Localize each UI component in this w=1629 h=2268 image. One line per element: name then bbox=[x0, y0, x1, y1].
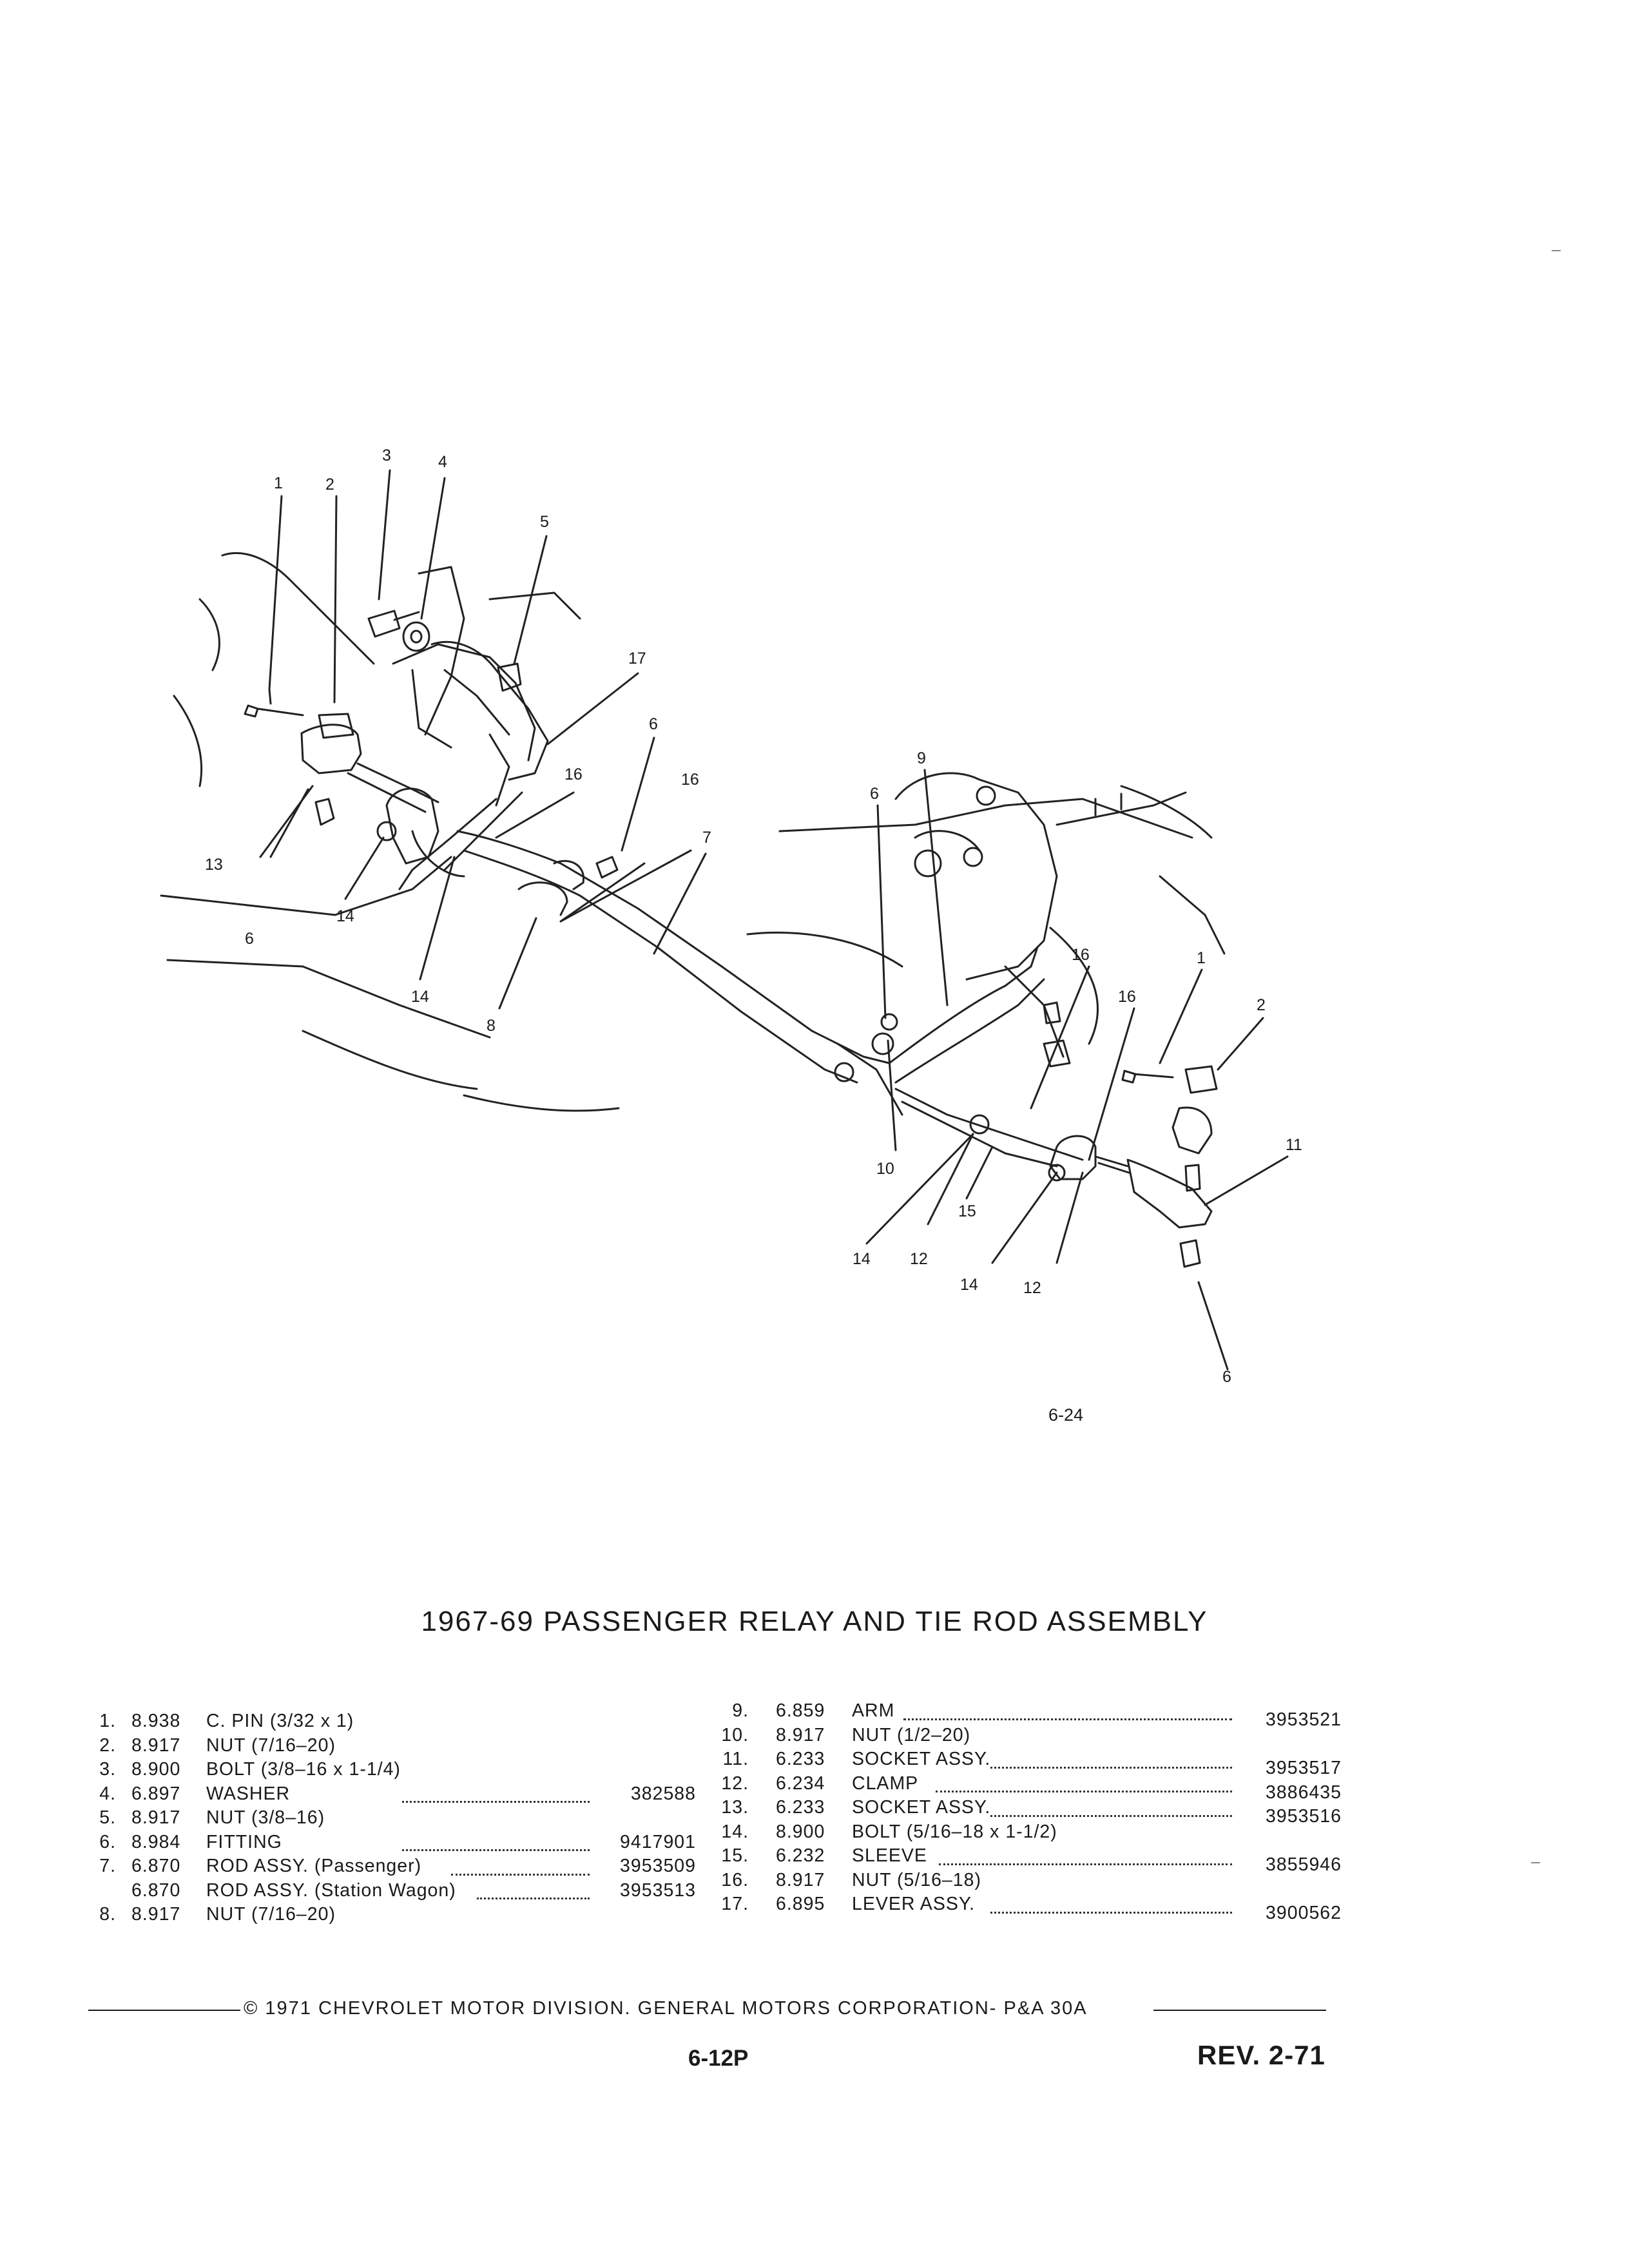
group-code: 8.984 bbox=[131, 1831, 181, 1852]
part-description: NUT (7/16–20) bbox=[206, 1735, 336, 1756]
group-code: 6.895 bbox=[776, 1894, 825, 1914]
leader-dots bbox=[939, 1839, 1232, 1865]
item-number: 12. bbox=[721, 1773, 749, 1794]
part-description: LEVER ASSY. bbox=[852, 1894, 976, 1914]
parts-row bbox=[90, 1806, 696, 1831]
parts-row bbox=[90, 1831, 696, 1855]
group-code: 8.917 bbox=[131, 1735, 181, 1756]
footer-rule-right bbox=[1153, 2010, 1326, 2011]
leader-dots bbox=[990, 1791, 1232, 1817]
part-description: NUT (7/16–20) bbox=[206, 1904, 336, 1925]
callout-16: 16 bbox=[681, 771, 699, 789]
group-code: 8.917 bbox=[776, 1724, 825, 1745]
callout-4: 4 bbox=[438, 453, 447, 471]
item-number: 7. bbox=[99, 1856, 116, 1876]
item-number: 1. bbox=[99, 1711, 116, 1731]
callout-13: 13 bbox=[205, 856, 223, 874]
callout-2: 2 bbox=[325, 476, 334, 494]
part-description: FITTING bbox=[206, 1831, 282, 1852]
group-code: 6.234 bbox=[776, 1773, 825, 1794]
part-description: CLAMP bbox=[852, 1773, 919, 1794]
item-number: 9. bbox=[732, 1700, 749, 1721]
item-number: 14. bbox=[721, 1821, 749, 1842]
part-description: ARM bbox=[852, 1700, 895, 1721]
group-code: 8.938 bbox=[131, 1711, 181, 1731]
parts-list-right bbox=[717, 1699, 1342, 1923]
callout-6: 6 bbox=[649, 715, 658, 733]
part-description: SOCKET ASSY. bbox=[852, 1797, 991, 1818]
item-number: 11. bbox=[722, 1749, 749, 1769]
parts-row bbox=[90, 1734, 696, 1758]
part-number: 3855946 bbox=[1266, 1854, 1342, 1875]
item-number: 15. bbox=[721, 1845, 749, 1866]
leader-dots bbox=[990, 1887, 1232, 1914]
group-code: 8.917 bbox=[776, 1869, 825, 1890]
item-number: 5. bbox=[99, 1807, 116, 1828]
callout-15: 15 bbox=[958, 1202, 976, 1220]
item-number: 2. bbox=[99, 1735, 116, 1756]
parts-row bbox=[90, 1879, 696, 1903]
callout-12: 12 bbox=[1023, 1279, 1041, 1297]
parts-row bbox=[90, 1903, 696, 1927]
revision-label: REV. 2-71 bbox=[1197, 2040, 1325, 2070]
part-description: ROD ASSY. (Station Wagon) bbox=[206, 1879, 456, 1901]
part-description: SOCKET ASSY. bbox=[852, 1749, 991, 1769]
group-code: 8.917 bbox=[131, 1807, 181, 1828]
edge-mark bbox=[1552, 250, 1561, 251]
callout-5: 5 bbox=[540, 513, 549, 531]
part-description: NUT (5/16–18) bbox=[852, 1869, 981, 1890]
part-number: 3953509 bbox=[620, 1856, 696, 1876]
callout-10: 10 bbox=[876, 1160, 894, 1178]
callout-16: 16 bbox=[564, 765, 583, 783]
parts-row bbox=[90, 1854, 696, 1879]
callout-1: 1 bbox=[1197, 949, 1206, 967]
leader-dots bbox=[477, 1874, 590, 1900]
callout-labels bbox=[205, 447, 1302, 1425]
group-code: 8.917 bbox=[131, 1904, 181, 1925]
group-code: 6.870 bbox=[131, 1856, 181, 1876]
callout-14: 14 bbox=[336, 907, 354, 925]
callout-6: 6 bbox=[245, 930, 254, 948]
item-number: 6. bbox=[99, 1831, 116, 1852]
part-description: WASHER bbox=[206, 1783, 291, 1804]
item-number: 4. bbox=[99, 1783, 116, 1804]
item-number: 3. bbox=[99, 1759, 116, 1780]
item-number: 13. bbox=[721, 1797, 749, 1818]
callout-14: 14 bbox=[853, 1250, 871, 1268]
callout-7: 7 bbox=[702, 829, 711, 847]
parts-row bbox=[717, 1699, 1342, 1730]
group-code: 6.859 bbox=[776, 1700, 825, 1721]
parts-row bbox=[717, 1892, 1342, 1923]
callout-14: 14 bbox=[960, 1276, 978, 1294]
leader-dots bbox=[990, 1742, 1232, 1769]
part-number: 3886435 bbox=[1266, 1782, 1342, 1803]
group-code: 6.233 bbox=[776, 1797, 825, 1818]
callout-6: 6 bbox=[1222, 1368, 1231, 1386]
part-description: NUT (1/2–20) bbox=[852, 1724, 971, 1745]
item-number: 17. bbox=[721, 1894, 749, 1914]
callout-16: 16 bbox=[1118, 988, 1136, 1006]
leader-dots bbox=[402, 1777, 590, 1803]
callout-8: 8 bbox=[487, 1017, 496, 1035]
item-number: 8. bbox=[99, 1904, 116, 1925]
item-number: 16. bbox=[721, 1869, 749, 1890]
callout-16: 16 bbox=[1072, 946, 1090, 964]
group-code: 6.232 bbox=[776, 1845, 825, 1866]
callout-11: 11 bbox=[1286, 1136, 1302, 1154]
figure-number: 6-24 bbox=[1048, 1405, 1084, 1425]
callout-2: 2 bbox=[1257, 996, 1266, 1014]
group-code: 6.897 bbox=[131, 1783, 181, 1804]
footer-rule-left bbox=[88, 2010, 240, 2011]
part-number: 9417901 bbox=[620, 1831, 696, 1852]
callout-3: 3 bbox=[382, 447, 391, 465]
callout-14: 14 bbox=[411, 988, 429, 1006]
part-number: 3900562 bbox=[1266, 1903, 1342, 1923]
callout-17: 17 bbox=[628, 649, 646, 668]
callout-6: 6 bbox=[870, 785, 879, 803]
parts-row bbox=[717, 1844, 1342, 1875]
copyright-line: © 1971 CHEVROLET MOTOR DIVISION. GENERAL MOTORS CORPORATION- P&A 30A bbox=[244, 1998, 1088, 2019]
parts-row bbox=[90, 1758, 696, 1782]
part-description: SLEEVE bbox=[852, 1845, 927, 1866]
part-description: C. PIN (3/32 x 1) bbox=[206, 1711, 354, 1731]
parts-row bbox=[717, 1796, 1342, 1827]
group-code: 6.233 bbox=[776, 1749, 825, 1769]
page-title: 1967-69 PASSENGER RELAY AND TIE ROD ASSEMBLY bbox=[421, 1606, 1208, 1637]
parts-row bbox=[90, 1709, 696, 1734]
parts-row bbox=[90, 1782, 696, 1807]
group-code: 6.870 bbox=[131, 1879, 181, 1901]
group-code: 8.900 bbox=[131, 1759, 181, 1780]
leader-dots bbox=[451, 1849, 590, 1876]
callout-9: 9 bbox=[917, 749, 926, 767]
group-code: 8.900 bbox=[776, 1821, 825, 1842]
part-number: 3953516 bbox=[1266, 1806, 1342, 1827]
leader-dots bbox=[903, 1694, 1232, 1720]
callout-12: 12 bbox=[910, 1250, 928, 1268]
part-description: ROD ASSY. (Passenger) bbox=[206, 1856, 422, 1876]
leader-dots bbox=[402, 1825, 590, 1852]
part-number: 382588 bbox=[630, 1783, 696, 1804]
leader-dots bbox=[936, 1767, 1232, 1793]
edge-mark bbox=[1531, 1862, 1540, 1863]
callout-1: 1 bbox=[274, 474, 283, 492]
part-number: 3953517 bbox=[1266, 1758, 1342, 1778]
part-description: BOLT (3/8–16 x 1-1/4) bbox=[206, 1759, 401, 1780]
parts-list-left bbox=[90, 1709, 696, 1927]
item-number: 10. bbox=[721, 1724, 749, 1745]
page-number: 6-12P bbox=[688, 2046, 749, 2071]
part-number: 3953521 bbox=[1266, 1709, 1342, 1730]
part-description: NUT (3/8–16) bbox=[206, 1807, 325, 1828]
part-number: 3953513 bbox=[620, 1879, 696, 1901]
part-description: BOLT (5/16–18 x 1-1/2) bbox=[852, 1821, 1057, 1842]
